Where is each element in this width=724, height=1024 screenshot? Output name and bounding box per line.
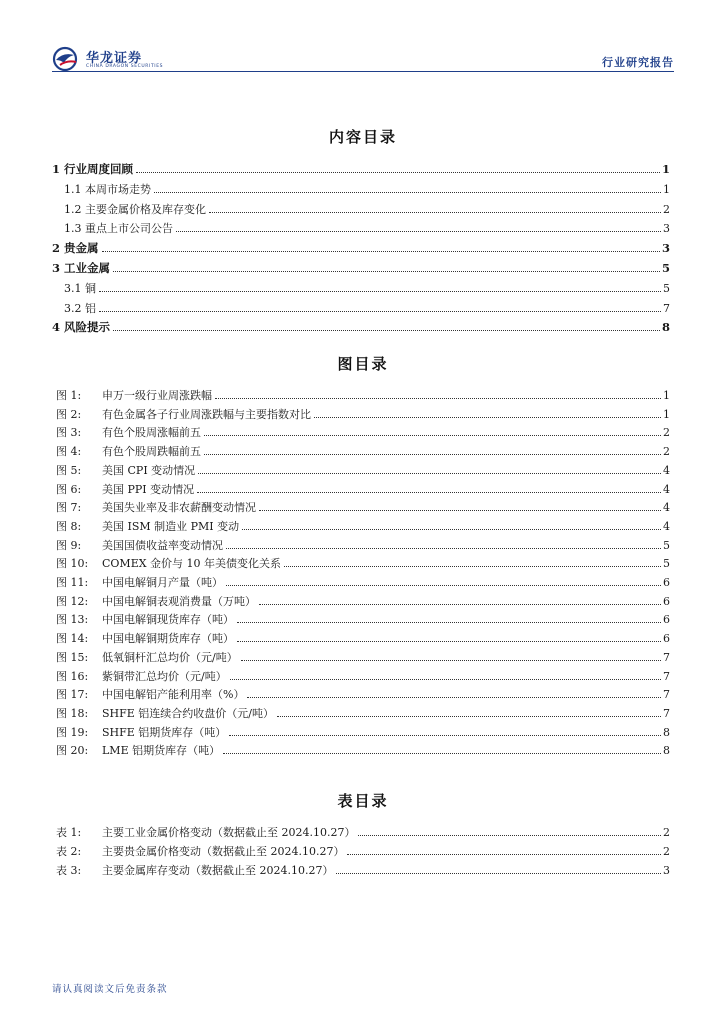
toc-entry[interactable]	[52, 200, 670, 216]
figure-entry[interactable]	[52, 667, 670, 683]
entry-label	[56, 539, 223, 552]
dot-leader	[247, 697, 661, 698]
entry-number: 图 15:	[56, 650, 89, 664]
entry-number: 表 3:	[56, 864, 82, 877]
report-type-label: 行业研究报告	[602, 56, 674, 69]
figure-entry[interactable]	[52, 554, 670, 570]
entry-number: 图 6:	[56, 482, 82, 496]
page-number: 1	[663, 182, 670, 196]
figure-entry[interactable]	[52, 704, 670, 720]
page-number: 8	[663, 744, 670, 758]
entry-text: 美国 CPI 变动情况	[102, 463, 196, 477]
toc-title: 内容目录	[328, 128, 397, 146]
dot-leader	[136, 172, 660, 173]
entry-label	[56, 501, 256, 514]
dot-leader	[113, 271, 660, 272]
entry-text: 低氧铜杆汇总均价（元/吨）	[102, 650, 238, 664]
entry-text: 3 工业金属	[52, 261, 111, 275]
dot-leader	[197, 492, 661, 493]
entry-number: 图 11:	[56, 576, 89, 589]
dot-leader	[259, 510, 661, 511]
toc-entry[interactable]	[52, 219, 670, 235]
page-number: 7	[663, 669, 670, 683]
entry-number: 图 1:	[56, 389, 82, 402]
figure-entry[interactable]	[52, 386, 670, 402]
entry-number: 表 2:	[56, 845, 82, 858]
entry-text: 1.1 本周市场走势	[64, 182, 151, 196]
entry-label	[64, 302, 96, 315]
dot-leader	[284, 566, 661, 567]
entry-label	[52, 262, 110, 275]
page-number: 4	[663, 501, 670, 515]
dragon-logo-icon	[52, 46, 80, 72]
entry-label	[56, 864, 333, 877]
page-number: 2	[663, 445, 670, 459]
figure-entry[interactable]	[52, 461, 670, 477]
dot-leader	[215, 398, 661, 399]
page-number: 6	[663, 613, 670, 627]
entry-label	[52, 242, 99, 255]
figures-title: 图目录	[337, 355, 389, 373]
entry-label	[64, 222, 173, 235]
figure-entry[interactable]	[52, 536, 670, 552]
entry-label	[64, 282, 96, 295]
entry-text: 紫铜带汇总均价（元/吨）	[102, 669, 227, 683]
entry-label	[56, 426, 201, 439]
page-number: 6	[663, 594, 670, 608]
figure-entry[interactable]	[52, 423, 670, 439]
dot-leader	[204, 454, 661, 455]
entry-text: 主要工业金属价格变动（数据截止至 2024.10.27）	[102, 826, 356, 839]
dot-leader	[241, 660, 661, 661]
entry-label	[56, 520, 239, 533]
page-number: 2	[663, 202, 670, 216]
page-number: 4	[663, 519, 670, 533]
entry-label	[56, 670, 227, 683]
entry-label	[56, 707, 274, 720]
page-number: 8	[663, 725, 670, 739]
page-number: 2	[663, 426, 670, 440]
table-entry[interactable]	[52, 842, 670, 858]
entry-number: 图 9:	[56, 538, 82, 552]
figure-entry[interactable]	[52, 592, 670, 608]
entry-number: 图 19:	[56, 725, 89, 739]
page-header	[52, 44, 674, 74]
entry-text: 主要金属库存变动（数据截止至 2024.10.27）	[102, 864, 334, 877]
entry-number: 图 16:	[56, 669, 89, 683]
entry-number: 图 14:	[56, 632, 89, 646]
entry-number: 图 13:	[56, 613, 89, 627]
entry-number: 图 20:	[56, 744, 89, 758]
dot-leader	[358, 835, 661, 836]
page-number: 3	[663, 864, 670, 877]
entry-label	[56, 845, 344, 858]
entry-label	[56, 389, 212, 402]
entry-text: 2 贵金属	[52, 241, 99, 256]
logo-chinese-name: 华龙证券	[86, 51, 143, 66]
dot-leader	[336, 873, 661, 874]
entry-number: 图 4:	[56, 445, 82, 459]
figure-entry[interactable]	[52, 723, 670, 739]
entry-label	[56, 632, 234, 645]
entry-text: 有色金属各子行业周涨跌幅与主要指数对比	[102, 407, 311, 421]
figure-entry[interactable]	[52, 610, 670, 626]
page-number: 6	[663, 576, 670, 589]
toc-entry[interactable]	[52, 239, 670, 255]
dot-leader	[154, 192, 661, 193]
entry-number: 图 10:	[56, 557, 89, 571]
page-number: 5	[663, 538, 670, 552]
figure-entry[interactable]	[52, 573, 670, 589]
entry-label	[56, 726, 226, 739]
entry-text: 美国失业率及非农薪酬变动情况	[102, 501, 256, 515]
page-number: 5	[661, 261, 670, 275]
page-number: 1	[661, 162, 670, 176]
figure-entry[interactable]	[52, 442, 670, 458]
entry-number: 表 1:	[56, 826, 82, 839]
dot-leader	[209, 212, 661, 213]
dot-leader	[113, 330, 660, 331]
toc-entry[interactable]	[52, 180, 670, 196]
page-number: 2	[663, 845, 670, 858]
entry-text: 中国电解铝产能利用率（%）	[102, 688, 245, 702]
page-number: 1	[663, 389, 670, 402]
toc-entry[interactable]	[52, 318, 670, 334]
toc-entry[interactable]	[52, 279, 670, 295]
entry-label	[56, 483, 194, 496]
page-number: 5	[663, 281, 670, 295]
page-number: 6	[663, 632, 670, 646]
figure-entry[interactable]	[52, 685, 670, 701]
dot-leader	[314, 417, 661, 418]
page-number: 3	[663, 222, 670, 236]
toc-entry[interactable]	[52, 299, 670, 315]
entry-label	[56, 576, 223, 589]
entry-text: 美国国债收益率变动情况	[102, 538, 223, 552]
entry-text: LME 铝期货库存（吨）	[102, 744, 221, 758]
entry-text: 中国电解铜期货库存（吨）	[102, 632, 234, 646]
figure-entry[interactable]	[52, 741, 670, 757]
figure-entry[interactable]	[52, 517, 670, 533]
entry-text: 有色个股周跌幅前五	[102, 445, 201, 459]
table-entry[interactable]	[52, 861, 670, 877]
entry-text: 中国电解铜月产量（吨）	[102, 576, 223, 589]
entry-label	[56, 651, 238, 664]
entry-label	[64, 203, 206, 216]
footer-disclaimer: 请认真阅读文后免责条款	[52, 984, 168, 995]
entry-number: 图 18:	[56, 706, 89, 720]
page-number: 1	[663, 407, 670, 421]
entry-label	[56, 464, 195, 477]
page-number: 5	[663, 557, 670, 571]
page-number: 4	[663, 463, 670, 477]
tables-title: 表目录	[337, 792, 389, 810]
entry-text: 1.2 主要金属价格及库存变化	[64, 202, 206, 216]
entry-label	[56, 688, 244, 701]
entry-label	[56, 595, 256, 608]
dot-leader	[259, 604, 661, 605]
entry-text: 美国 PPI 变动情况	[102, 482, 195, 496]
page-number: 3	[661, 241, 670, 256]
figure-entry[interactable]	[52, 498, 670, 514]
dot-leader	[99, 311, 661, 312]
entry-text: 有色个股周涨幅前五	[102, 426, 201, 440]
entry-text: 1.3 重点上市公司公告	[64, 222, 173, 236]
page-number: 2	[663, 826, 670, 839]
entry-text: 3.1 铜	[64, 281, 96, 295]
page-number: 8	[661, 320, 670, 335]
page-number: 4	[663, 482, 670, 496]
entry-number: 图 3:	[56, 426, 82, 440]
entry-text: 中国电解铜现货库存（吨）	[102, 613, 234, 627]
entry-label	[52, 163, 133, 176]
figure-entry[interactable]	[52, 405, 670, 421]
dot-leader	[242, 529, 661, 530]
dot-leader	[102, 251, 660, 252]
toc-entry[interactable]	[52, 160, 670, 176]
table-entry[interactable]	[52, 823, 670, 839]
header-divider	[52, 71, 674, 72]
entry-number: 图 17:	[56, 688, 89, 702]
dot-leader	[204, 435, 661, 436]
entry-label	[52, 321, 110, 334]
entry-number: 图 8:	[56, 519, 82, 533]
dot-leader	[237, 622, 661, 623]
entry-text: 美国 ISM 制造业 PMI 变动	[102, 519, 240, 533]
entry-text: SHFE 铝期货库存（吨）	[102, 725, 227, 739]
figure-entry[interactable]	[52, 629, 670, 645]
dot-leader	[223, 753, 661, 754]
entry-text: 申万一级行业周涨跌幅	[102, 389, 212, 402]
entry-text: SHFE 铝连续合约收盘价（元/吨）	[102, 706, 274, 720]
dot-leader	[226, 548, 661, 549]
dot-leader	[198, 473, 661, 474]
entry-text: 4 风险提示	[52, 320, 111, 335]
figure-entry[interactable]	[52, 648, 670, 664]
entry-number: 图 2:	[56, 407, 82, 421]
entry-label	[56, 445, 201, 458]
entry-text: 主要贵金属价格变动（数据截止至 2024.10.27）	[102, 845, 345, 858]
entry-number: 图 12:	[56, 594, 89, 608]
figure-entry[interactable]	[52, 480, 670, 496]
entry-label	[56, 744, 220, 757]
page-number: 7	[663, 706, 670, 720]
dot-leader	[347, 854, 661, 855]
entry-text: 中国电解铜表观消费量（万吨）	[102, 594, 256, 608]
dot-leader	[230, 679, 661, 680]
dot-leader	[277, 716, 661, 717]
page-number: 7	[663, 301, 670, 315]
dot-leader	[176, 231, 661, 232]
entry-number: 图 7:	[56, 501, 82, 515]
toc-entry[interactable]	[52, 259, 670, 275]
entry-text: COMEX 金价与 10 年美债变化关系	[102, 557, 282, 571]
entry-text: 3.2 铝	[64, 301, 96, 315]
entry-label	[64, 183, 151, 196]
entry-label	[56, 613, 234, 626]
dot-leader	[237, 641, 661, 642]
page-number: 7	[663, 650, 670, 664]
page-number: 7	[663, 688, 670, 702]
entry-label	[56, 408, 311, 421]
dot-leader	[99, 291, 661, 292]
dot-leader	[229, 735, 661, 736]
entry-text: 1 行业周度回顾	[52, 162, 134, 176]
entry-label	[56, 557, 281, 570]
entry-number: 图 5:	[56, 463, 82, 477]
dot-leader	[226, 585, 661, 586]
entry-label	[56, 826, 355, 839]
logo-english-name: CHINA DRAGON SECURITIES	[86, 64, 164, 69]
